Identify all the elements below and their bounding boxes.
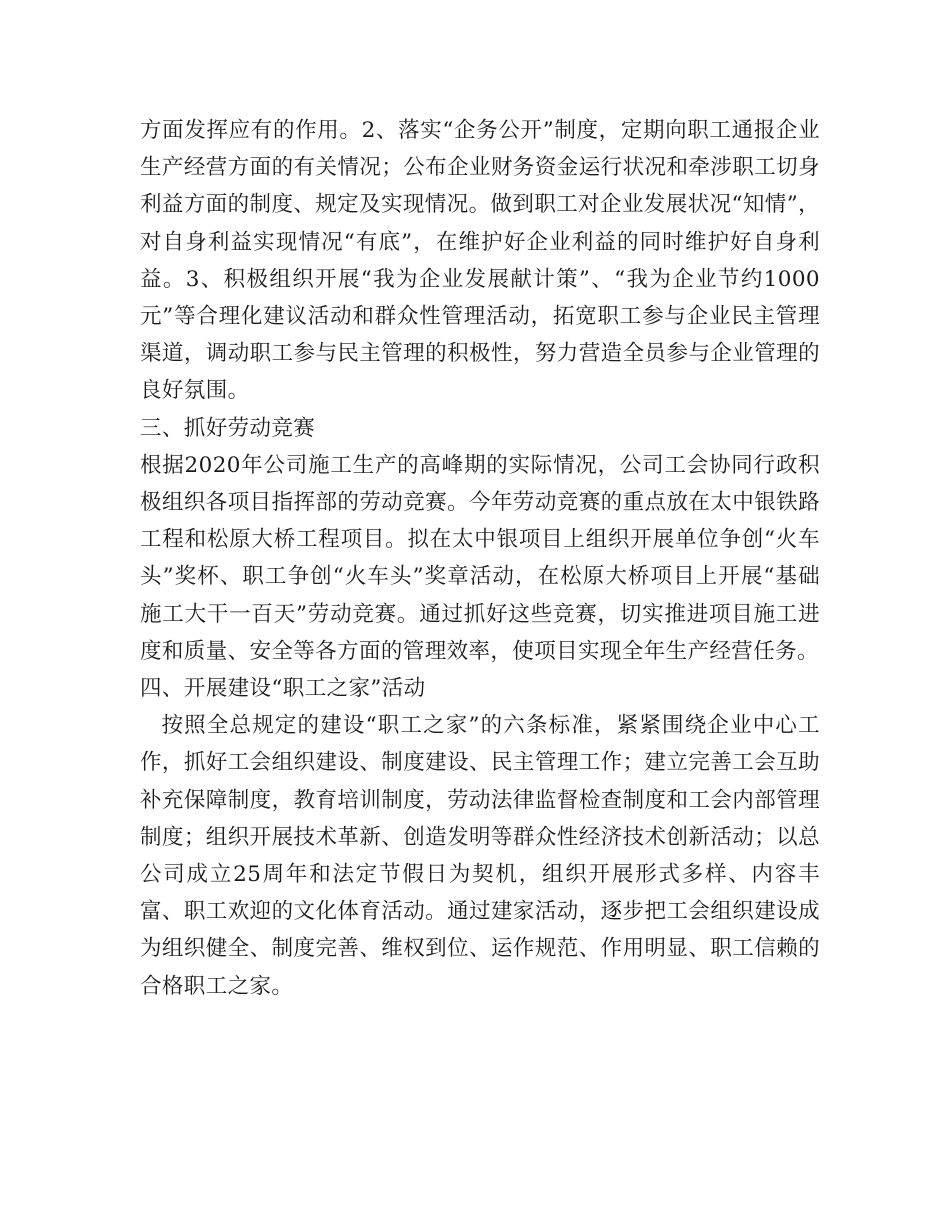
section-heading-workers-home: 四、开展建设“职工之家”活动: [140, 676, 426, 702]
paragraph-labor-competition: 根据2020年公司施工生产的高峰期的实际情况，公司工会协同行政积极组织各项目指挥部的劳动竞赛。今年劳动竞赛的重点放在太中银铁路工程和松原大桥工程项目。拟在太中银项目上组织开展单位争创“火车头”奖杯、职工争创“火车头”奖章活动，在松原大桥项目上开展“基础施工大干一百天”劳动竞赛。通过抓好这些竞赛，切实推进项目施工进度和质量、安全等各方面的管理效率，使项目实现全年生产经营任务。: [140, 452, 820, 664]
paragraph-enterprise-openness: 方面发挥应有的作用。2、落实“企务公开”制度，定期向职工通报企业生产经营方面的有关情况；公布企业财务资金运行状况和牵涉职工切身利益方面的制度、规定及实现情况。做到职工对企业发展状况“知情”，对自身利益实现情况“有底”，在维护好企业利益的同时维护好自身利益。3、积极组织开展“我为企业发展献计策”、“我为企业节约1000元”等合理化建议活动和群众性管理活动，拓宽职工参与企业民主管理渠道，调动职工参与民主管理的积极性，努力营造全员参与企业管理的良好氛围。: [140, 118, 820, 404]
document-body: [140, 112, 820, 1005]
paragraph-workers-home: 按照全总规定的建设“职工之家”的六条标准，紧紧围绕企业中心工作，抓好工会组织建设、制度建设、民主管理工作；建立完善工会互助补充保障制度，教育培训制度，劳动法律监督检查制度和工会内部管理制度；组织开展技术革新、创造发明等群众性经济技术创新活动；以总公司成立25周年和法定节假日为契机，组织开展形式多样、内容丰富、职工欢迎的文化体育活动。通过建家活动，逐步把工会组织建设成为组织健全、制度完善、维权到位、运作规范、作用明显、职工信赖的合格职工之家。: [140, 713, 820, 999]
section-heading-labor-competition: 三、抓好劳动竞赛: [140, 415, 316, 441]
